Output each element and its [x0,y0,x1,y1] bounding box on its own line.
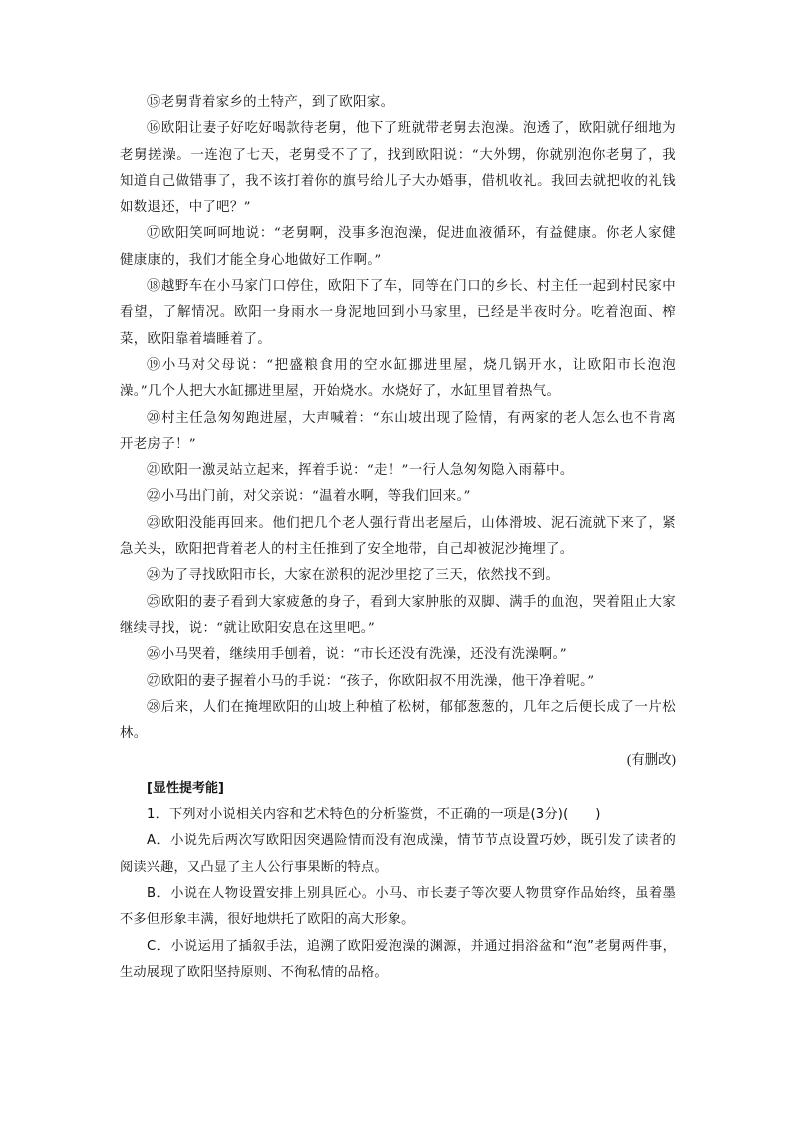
option-a: A．小说先后两次写欧阳因突遇险情而没有泡成澡，情节节点设置巧妙，既引发了读者的阅读兴趣，又凸显了主人公行事果断的特点。 [120,833,676,875]
source-note: (有删改) [626,752,676,768]
question-number: 1． [147,807,169,823]
question-1 [120,802,676,828]
paragraph-28: ㉘后来，人们在掩埋欧阳的山坡上种植了松树，郁郁葱葱的，几年之后便长成了一片松林。 [120,699,676,742]
paragraph-26: ㉖小马哭着，继续用手刨着，说：“市长还没有洗澡，还没有洗澡啊。” [147,647,567,663]
paragraph-24: ㉔为了寻找欧阳市长，大家在淤积的泥沙里挖了三天，依然找不到。 [147,568,560,584]
paragraph-21: ㉑欧阳一激灵站立起来，挥着手说：“走！”一行人急匆匆隐入雨幕中。 [147,463,574,479]
paragraph-19: ⑲小马对父母说：“把盛粮食用的空水缸挪进里屋，烧几锅开水，让欧阳市长泡泡澡。”几个人把大水缸挪进里屋，开始烧水。水烧好了，水缸里冒着热气。 [120,357,676,400]
paragraph-25: ㉕欧阳的妻子看到大家疲惫的身子，看到大家肿胀的双脚、满手的血泡，哭着阻止大家继续寻找，说：“就让欧阳安息在这里吧。” [120,594,676,636]
paragraph-27: ㉗欧阳的妻子握着小马的手说：“孩子，你欧阳叔不用洗澡，他干净着呢。” [147,673,595,689]
question-stem: 下列对小说相关内容和艺术特色的分析鉴赏，不正确的一项是(3分)( ) [168,807,601,823]
paragraph-23: ㉓欧阳没能再回来。他们把几个老人强行背出老屋后，山体滑坡、泥石流就下来了，紧急关头，欧阳把背着老人的村主任推到了安全地带，自己却被泥沙掩埋了。 [120,515,676,558]
paragraph-20: ⑳村主任急匆匆跑进屋，大声喊着：“东山坡出现了险情，有两家的老人怎么也不肯离开老房子！” [120,410,676,452]
article-body [120,90,676,986]
option-b: B．小说在人物设置安排上别具匠心。小马、市长妻子等次要人物贯穿作品始终，虽着墨不多但形象丰满，很好地烘托了欧阳的高大形象。 [120,885,676,928]
paragraph-16: ⑯欧阳让妻子好吃好喝款待老舅，他下了班就带老舅去泡澡。泡透了，欧阳就仔细地为老舅搓澡。一连泡了七天，老舅受不了了，找到欧阳说：“大外甥，你就别泡你老舅了，我知道自己做错事了，我不该打着你的旗号给儿子大办婚事，借机收礼。我回去就把收的礼钱如数退还，中了吧？” [120,121,676,216]
paragraph-22: ㉒小马出门前，对父亲说：“温着水啊，等我们回来。” [147,489,471,505]
section-heading: [显性提考能] [147,780,224,796]
option-c: C．小说运用了插叙手法，追溯了欧阳爱泡澡的渊源，并通过捐浴盆和“泡”老舅两件事，生动展现了欧阳坚持原则、不徇私情的品格。 [120,938,676,980]
paragraph-17: ⑰欧阳笑呵呵地说：“老舅啊，没事多泡泡澡，促进血液循环，有益健康。你老人家健健康康的，我们才能全身心地做好工作啊。” [120,226,676,268]
paragraph-18: ⑱越野车在小马家门口停住，欧阳下了车，同等在门口的乡长、村主任一起到村民家中看望，了解情况。欧阳一身雨水一身泥地回到小马家里，已经是半夜时分。吃着泡面、榨菜，欧阳靠着墙睡着了。 [120,279,676,347]
paragraph-15: ⑮老舅背着家乡的土特产，到了欧阳家。 [147,95,395,110]
